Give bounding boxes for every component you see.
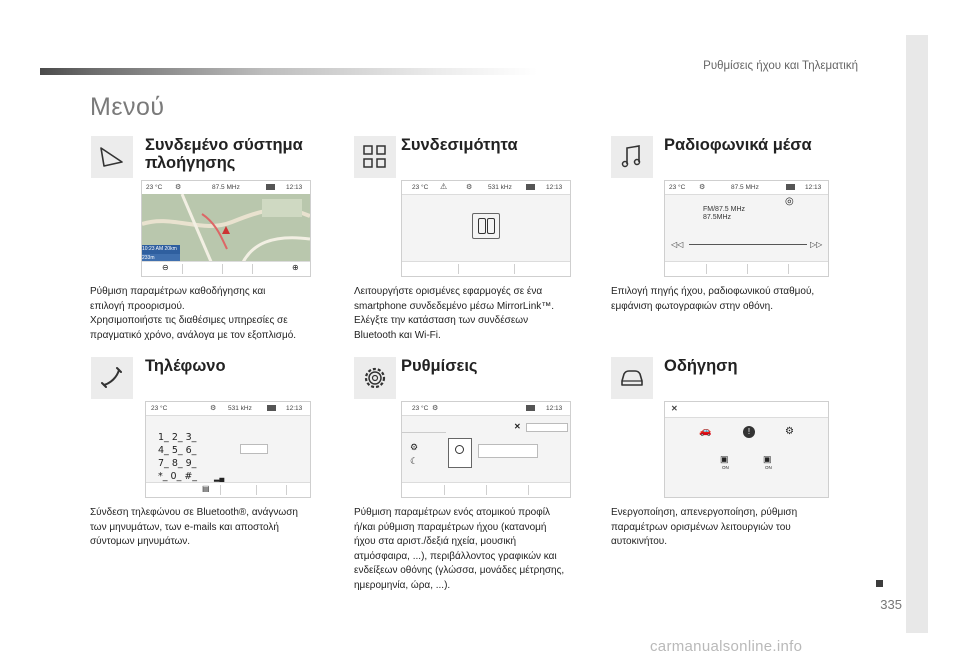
- settings-title: Ρυθμίσεις: [401, 357, 478, 375]
- station: 87.5 MHz: [212, 184, 240, 191]
- audio-settings-icon[interactable]: ⚙: [410, 442, 419, 452]
- desc-line: Χρησιμοποιήστε τις διαθέσιμες υπηρεσίες σε: [90, 315, 288, 326]
- status-bar: [146, 402, 310, 416]
- bottom-bar: [402, 261, 570, 276]
- desc-line: Επιλογή πηγής ήχου, ραδιοφωνικού σταθμού,: [611, 286, 815, 297]
- side-strip: [906, 35, 928, 633]
- keypad-row[interactable]: 4_ 5_ 6_: [158, 445, 197, 456]
- device-icon: [786, 184, 795, 190]
- device-icon: [267, 405, 276, 411]
- close-icon[interactable]: ✕: [514, 422, 521, 431]
- radio-station-info: [703, 206, 745, 222]
- car-icon: [611, 357, 653, 399]
- desc-line: Ελέγξτε την κατάσταση των συνδέσεων: [354, 315, 529, 326]
- bottom-bar: [402, 482, 570, 497]
- settings-field[interactable]: [478, 444, 538, 458]
- driving-title: Οδήγηση: [664, 357, 738, 375]
- signal-icon: ▂▄: [214, 475, 225, 482]
- clock: 12:13: [546, 184, 563, 191]
- driving-screen: [664, 401, 829, 498]
- watermark: carmanualsonline.info: [650, 638, 803, 655]
- status-bar: [402, 181, 570, 195]
- phone-description: [90, 506, 340, 550]
- desc-line: ενδείξεων οθόνης (γλώσσα, μονάδες μέτρησης,: [354, 565, 565, 576]
- settings-icon: ⚙: [210, 405, 217, 412]
- status-on: ON: [765, 465, 772, 470]
- settings-screen: [401, 401, 571, 498]
- clock: 12:13: [805, 184, 822, 191]
- desc-line: ατμόσφαιρα, ...), περιβάλλοντος γραφικών και: [354, 550, 557, 562]
- desc-line: πραγματικό χρόνο, ανάλογα με τον εξοπλισμό.: [90, 329, 297, 341]
- station: 531 kHz: [228, 405, 252, 412]
- temperature: 23 °C: [412, 405, 429, 412]
- temperature: 23 °C: [146, 184, 163, 191]
- settings-icon: ⚙: [175, 184, 182, 191]
- desc-line: ήχου στα αριστ./δεξιά ηχεία, μουσική: [354, 536, 517, 547]
- zoom-out-icon[interactable]: ⊖: [162, 263, 169, 272]
- chapter-title: Ρυθμίσεις ήχου και Τηλεματική: [703, 60, 858, 72]
- settings-icon: ⚙: [466, 184, 473, 191]
- gear-icon: [354, 357, 396, 399]
- phone-title: Τηλέφωνο: [145, 357, 226, 375]
- desc-line: Ρύθμιση παραμέτρων ενός ατομικού προφίλ: [354, 507, 550, 518]
- radio-description: [611, 285, 871, 314]
- connectivity-description: [354, 285, 594, 343]
- zoom-in-icon[interactable]: ⊕: [292, 263, 299, 272]
- desc-line: ή/και ρύθμιση παραμέτρων ήχου (κατανομή: [354, 521, 547, 533]
- desc-line: επιλογή προορισμού.: [90, 300, 185, 312]
- header-gradient-bar: [40, 68, 538, 75]
- temperature: 23 °C: [669, 184, 686, 191]
- navigation-distance: 233m: [142, 254, 180, 263]
- navigation-arrow-icon: [91, 136, 133, 178]
- connectivity-screen: [401, 180, 571, 277]
- navigation-title-line2: πλοήγησης: [145, 154, 236, 172]
- device-icon: [526, 184, 535, 190]
- status-bar: [665, 402, 828, 418]
- station: 531 kHz: [488, 184, 512, 191]
- seek-forward-icon[interactable]: ▷▷: [810, 240, 823, 249]
- close-icon[interactable]: ✕: [671, 404, 678, 413]
- keypad-row[interactable]: 7_ 8_ 9_: [158, 458, 197, 469]
- phone-screen: [145, 401, 311, 498]
- driving-function-icon[interactable]: ▣: [720, 454, 729, 464]
- navigation-title-line1: Συνδεμένο σύστημα: [145, 136, 303, 154]
- device-icon: [266, 184, 275, 190]
- desc-line: σύντομων μηνυμάτων.: [90, 536, 191, 547]
- bottom-bar: [665, 261, 828, 276]
- desc-line: smartphone συνδεδεμένο μέσω MirrorLink™.: [354, 300, 555, 312]
- desc-line: Bluetooth και Wi-Fi.: [354, 329, 441, 341]
- clock: 12:13: [286, 405, 303, 412]
- settings-icon: ⚙: [432, 405, 439, 412]
- navigation-heading: [145, 136, 303, 172]
- radio-signal-icon: ◎: [785, 196, 794, 207]
- desc-line: ημερομηνία, ώρα, ...).: [354, 579, 451, 591]
- radio-info-line1: FM/87.5 MHz: [703, 206, 746, 213]
- dial-keypad[interactable]: [158, 431, 197, 483]
- seek-back-icon[interactable]: ◁◁: [671, 240, 684, 249]
- desc-line: παραμέτρων ορισμένων λειτουργιών του: [611, 521, 791, 533]
- page-title: Μενού: [90, 93, 165, 121]
- music-note-icon: [611, 136, 653, 178]
- device-icon: [526, 405, 535, 411]
- radio-title: Ραδιοφωνικά μέσα: [664, 136, 812, 154]
- clock: 12:13: [546, 405, 563, 412]
- status-bar: [665, 181, 828, 195]
- apps-grid-icon: [354, 136, 396, 178]
- frequency-slider[interactable]: [689, 244, 807, 245]
- bottom-bar: [142, 261, 310, 276]
- night-mode-icon[interactable]: ☾: [410, 456, 419, 466]
- radio-info-line2: 87.5MHz: [703, 214, 732, 221]
- settings-field[interactable]: [526, 423, 568, 432]
- desc-line: αυτοκινήτου.: [611, 536, 668, 547]
- desc-line: Ενεργοποίηση, απενεργοποίηση, ρύθμιση: [611, 507, 798, 518]
- settings-icon: ⚙: [699, 184, 706, 191]
- navigation-description: [90, 285, 340, 343]
- profile-icon[interactable]: [448, 438, 472, 468]
- number-display: [240, 444, 268, 454]
- status-bar: [142, 181, 310, 195]
- phone-list-icon[interactable]: ▤: [202, 484, 210, 493]
- driving-function-icon[interactable]: ⚙: [785, 426, 794, 437]
- driving-function-icon[interactable]: !: [743, 426, 755, 438]
- warning-icon: ⚠: [440, 182, 448, 191]
- temperature: 23 °C: [151, 405, 168, 412]
- settings-description: [354, 506, 609, 593]
- desc-line: Λειτουργήστε ορισμένες εφαρμογές σε ένα: [354, 286, 543, 297]
- desc-line: των μηνυμάτων, των e-mails και αποστολή: [90, 521, 279, 533]
- driving-function-icon[interactable]: 🚗: [699, 426, 712, 437]
- driving-description: [611, 506, 871, 550]
- driving-function-icon[interactable]: ▣: [763, 454, 772, 464]
- page-number: 335: [880, 597, 902, 612]
- status-bar: [402, 402, 570, 416]
- desc-line: Ρύθμιση παραμέτρων καθοδήγησης και: [90, 286, 266, 297]
- navigation-screen: [141, 180, 311, 277]
- page-marker: [876, 580, 883, 587]
- desc-line: Σύνδεση τηλεφώνου σε Bluetooth®, ανάγνωση: [90, 507, 298, 518]
- phone-handset-icon: [91, 357, 133, 399]
- station: 87.5 MHz: [731, 184, 759, 191]
- keypad-row[interactable]: 1_ 2_ 3_: [158, 432, 197, 443]
- radio-screen: [664, 180, 829, 277]
- status-on: ON: [722, 465, 729, 470]
- desc-line: εμφάνιση φωτογραφιών στην οθόνη.: [611, 300, 773, 312]
- bottom-bar: [146, 482, 310, 497]
- clock: 12:13: [286, 184, 303, 191]
- connectivity-title: Συνδεσιμότητα: [401, 136, 518, 154]
- keypad-row[interactable]: *_ 0_ #_: [158, 471, 198, 482]
- mirrorlink-icon[interactable]: [472, 213, 500, 239]
- temperature: 23 °C: [412, 184, 429, 191]
- navigation-banner: 10:23 AM 20km: [142, 245, 180, 254]
